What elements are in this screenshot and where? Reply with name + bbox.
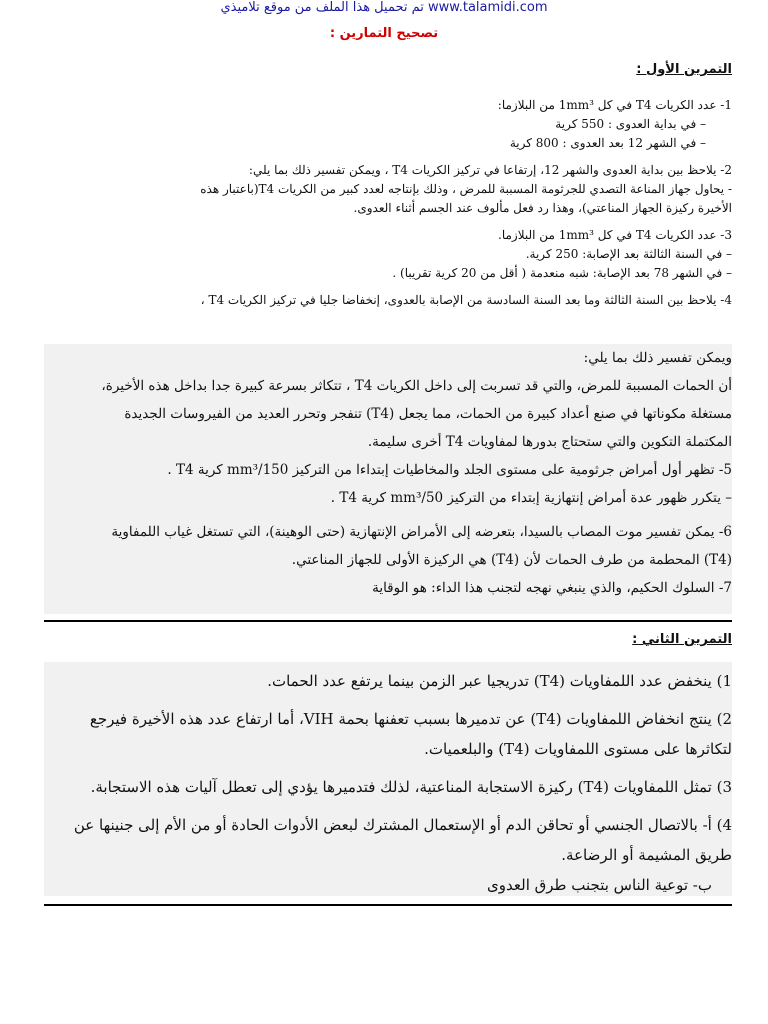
- ex1-line: الأخيرة ركيزة الجهاز المناعتي)، وهذا رد فعل مألوف عند الجسم أثناء العدوى.: [353, 201, 732, 215]
- ex2-line: 4) أ- بالاتصال الجنسي أو تحاقن الدم أو الإستعمال المشترك لبعض الأدوات الحادة أو من الأم إلى جنينها عن: [73, 816, 732, 834]
- ex1-line: – يتكرر ظهور عدة أمراض إنتهازية إبتداء من التركيز 50/mm³ كرية T4 .: [330, 490, 732, 506]
- ex2-line: 1) ينخفض عدد اللمفاويات (T4) تدريجيا عبر الزمن بينما يرتفع عدد الحمات.: [267, 672, 732, 690]
- ex1-line: مستغلة مكوناتها في صنع أعداد كبيرة من الحمات، مما يجعل (T4) تنفجر وتحرر العديد من الفيروسات الجديدة: [124, 406, 732, 422]
- ex2-line: 2) ينتج انخفاض اللمفاويات (T4) عن تدميرها بسبب تعفنها بحمة VIH، أما ارتفاع عدد هذه الأخيرة فيرجع: [89, 710, 732, 728]
- ex1-line: 1- عدد الكريات T4 في كل 1mm³ من البلازما:: [497, 98, 732, 112]
- ex1-line: 4- يلاحظ بين السنة الثالثة وما بعد السنة السادسة من الإصابة بالعدوى، إنخفاضا جليا في تركيز الكريات T4 ،: [200, 293, 732, 307]
- download-notice: [0, 0, 768, 15]
- ex1-line: - يحاول جهاز المناعة التصدي للجرثومة المسببة للمرض ، وذلك بإنتاجه لعدد كبير من الكريات T4(باعتبار هذه: [200, 182, 732, 196]
- ex1-line: – في الشهر 12 بعد العدوى : 800 كرية: [509, 136, 706, 150]
- exercise1-title: التمرين الأول :: [636, 62, 732, 77]
- ex1-line: (T4) المحطمة من طرف الحمات لأن (T4) هي الركيزة الأولى للجهاز المناعتي.: [291, 552, 732, 568]
- site-url-link[interactable]: www.talamidi.com: [428, 0, 548, 15]
- section-divider: [44, 904, 732, 906]
- download-text: تم تحميل هذا الملف من موقع تلاميذي: [220, 0, 424, 15]
- ex1-line: – في السنة الثالثة بعد الإصابة: 250 كرية.: [525, 247, 732, 261]
- exercise2-body: [44, 666, 732, 900]
- exercise2-title: التمرين الثاني :: [632, 632, 732, 647]
- ex1-line: ويمكن تفسير ذلك بما يلي:: [583, 350, 732, 366]
- ex1-line: 3- عدد الكريات T4 في كل 1mm³ من البلازما.: [498, 228, 732, 242]
- ex2-line: 3) تمثل اللمفاويات (T4) ركيزة الاستجابة المناعتية، لذلك فتدميرها يؤدي إلى تعطل آليات هذه الاستجابة.: [90, 778, 732, 796]
- ex2-line: لتكاثرها على مستوى اللمفاويات (T4) والبلعميات.: [424, 740, 732, 758]
- ex2-line: ب- توعية الناس بتجنب طرق العدوى: [487, 876, 712, 894]
- section-divider: [44, 620, 732, 622]
- ex1-line: 2- يلاحظ بين بداية العدوى والشهر 12، إرتفاعا في تركيز الكريات T4 ، ويمكن تفسير ذلك بما يلي:: [248, 163, 732, 177]
- exercise1-part1: [44, 96, 732, 310]
- ex1-line: أن الحمات المسببة للمرض، والتي قد تسربت إلى داخل الكريات T4 ، تتكاثر بسرعة كبيرة جدا بداخل هذه الأخيرة،: [101, 378, 732, 394]
- ex1-line: 7- السلوك الحكيم، والذي ينبغي نهجه لتجنب هذا الداء: هو الوقاية: [372, 580, 732, 596]
- ex1-line: – في بداية العدوى : 550 كرية: [555, 117, 706, 131]
- ex1-line: المكتملة التكوين والتي ستحتاج بدورها لمفاويات T4 أخرى سليمة.: [367, 434, 732, 450]
- ex1-line: 6- يمكن تفسير موت المصاب بالسيدا، بتعرضه إلى الأمراض الإنتهازية (حتى الوهينة)، التي تستغل غياب اللمفاوية: [111, 524, 732, 540]
- ex1-line: 5- تظهر أول أمراض جرثومية على مستوى الجلد والمخاطيات إبتداءا من التركيز 150/mm³ كرية T4 .: [167, 462, 732, 478]
- exercise1-part2: [44, 344, 732, 602]
- corrections-title: تصحيح التمارين :: [329, 26, 439, 41]
- ex2-line: طريق المشيمة أو الرضاعة.: [561, 846, 732, 864]
- ex1-line: – في الشهر 78 بعد الإصابة: شبه منعدمة ( أقل من 20 كرية تقريبا) .: [392, 266, 732, 280]
